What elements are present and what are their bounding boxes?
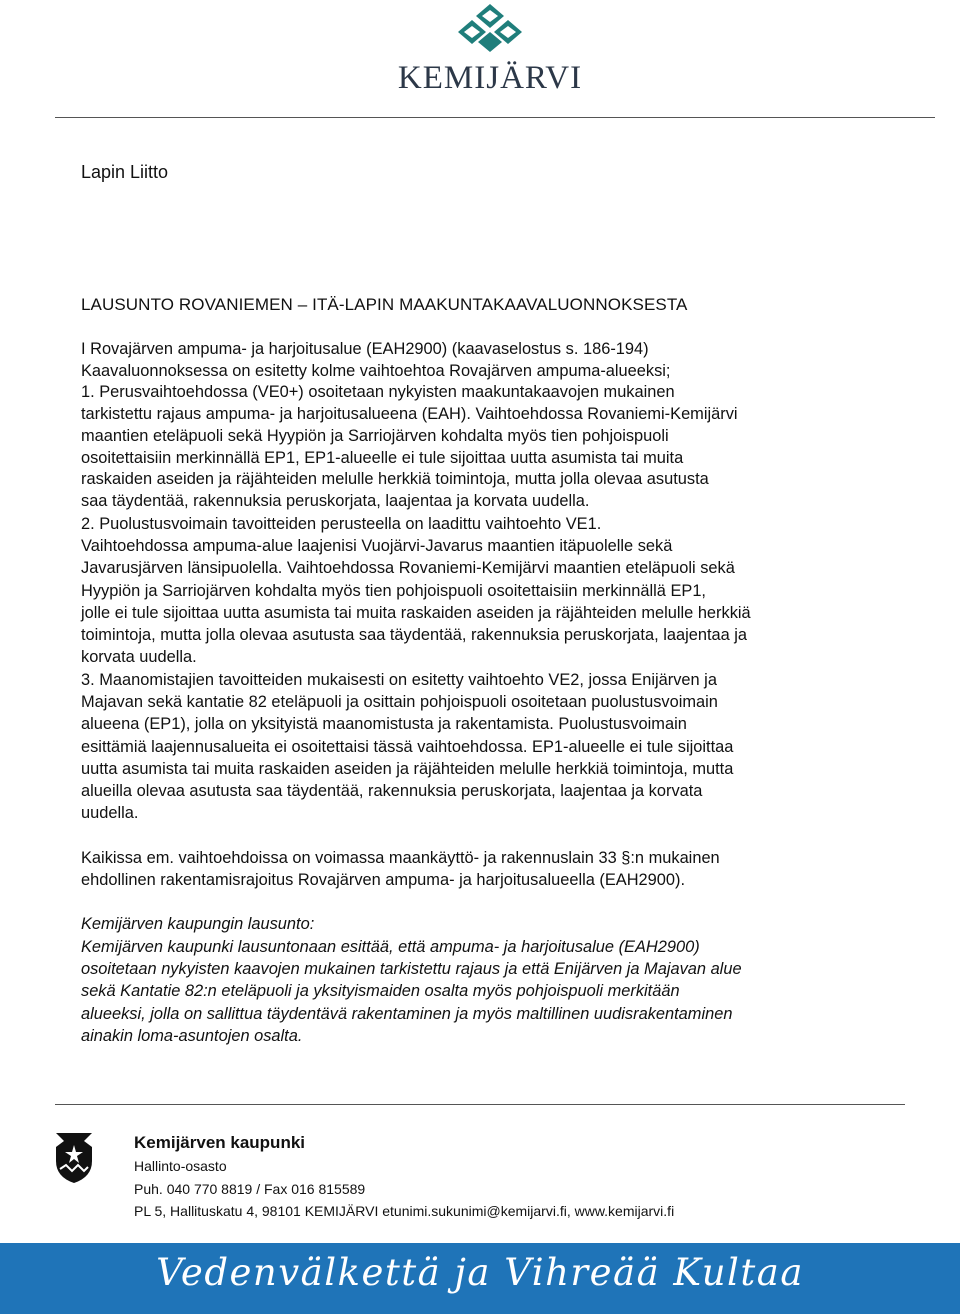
- section-1: [81, 339, 881, 513]
- statement-title: Kemijärven kaupungin lausunto:: [81, 915, 315, 934]
- paragraph-line: alueilla olevaa asutusta saa täydentää, rakennuksia peruskorjata, laajentaa ja korvata: [81, 782, 703, 801]
- paragraph-line: korvata uudella.: [81, 648, 197, 667]
- footer-org-name: Kemijärven kaupunki: [134, 1133, 306, 1152]
- slogan-band: [0, 1243, 960, 1314]
- paragraph-gap: [81, 891, 881, 913]
- summary-line: ehdollinen rakentamisrajoitus Rovajärven ampuma- ja harjoitusalueella (EAH2900).: [81, 871, 686, 890]
- statement-line: alueeksi, jolla on sallittua täydentävä rakentaminen ja myös maltillinen uudisrakentaminen: [81, 1004, 733, 1023]
- logo-diamonds-icon: [440, 2, 540, 58]
- header-divider: [55, 117, 935, 118]
- paragraph-line: osoitettaisiin merkinnällä EP1, EP1-alueelle ei tule sijoittaa uutta asumista tai muita: [81, 448, 684, 467]
- document-body: [81, 339, 881, 1047]
- paragraph-line: saa täydentää, rakennuksia peruskorjata, laajentaa ja korvata uudella.: [81, 491, 590, 510]
- statement-line: sekä Kantatie 82:n eteläpuoli ja yksityismaiden osalta myös pohjoispuoli merkitään: [81, 982, 680, 1001]
- paragraph-line: 2. Puolustusvoimain tavoitteiden perusteella on laadittu vaihtoehto VE1.: [81, 514, 602, 533]
- recipient: Lapin Liitto: [81, 162, 169, 182]
- statement-line: osoitetaan nykyisten kaavojen mukainen tarkistettu rajaus ja että Enijärven ja Majavan alue: [81, 959, 742, 978]
- paragraph-line: alueena (EP1), jolla on yksityistä maanomistusta ja rakentamista. Puolustusvoimain: [81, 715, 687, 734]
- paragraph-gap: [81, 825, 881, 847]
- paragraph-line: jolle ei tule sijoittaa uutta asumista tai muita raskaiden aseiden ja räjähteiden melulle herkkiä: [81, 603, 751, 622]
- kemijarvi-logo: [390, 2, 590, 98]
- document-heading: LAUSUNTO ROVANIEMEN – ITÄ-LAPIN MAAKUNTAKAAVALUONNOKSESTA: [81, 295, 688, 314]
- paragraph-line: tarkistettu rajaus ampuma- ja harjoitusalueena (EAH). Vaihtoehdossa Rovaniemi-Kemijärvi: [81, 405, 738, 424]
- statement-line: Kemijärven kaupunki lausuntonaan esittää, että ampuma- ja harjoitusalue (EAH2900): [81, 937, 700, 956]
- paragraph-line: 1. Perusvaihtoehdossa (VE0+) osoitetaan nykyisten maakuntakaavojen mukainen: [81, 383, 675, 402]
- paragraph-line: Vaihtoehdossa ampuma-alue laajenisi Vuojärvi-Javarus maantien itäpuolelle sekä: [81, 536, 673, 555]
- section-1-title: I Rovajärven ampuma- ja harjoitusalue (EAH2900) (kaavaselostus s. 186-194): [81, 340, 649, 358]
- paragraph-line: Hyypiön ja Sarriojärven kohdalta myös tien pohjoispuoli osoitettaisiin merkinnällä EP1,: [81, 581, 706, 600]
- paragraph-line: raskaiden aseiden ja räjähteiden melulle herkkiä toimintoja, mutta jolla olevaa asutusta: [81, 470, 709, 489]
- paragraph-line: uudella.: [81, 804, 139, 823]
- coat-of-arms-icon: [54, 1131, 94, 1190]
- summary-line: Kaikissa em. vaihtoehdoissa on voimassa maankäyttö- ja rakennuslain 33 §:n mukainen: [81, 848, 720, 867]
- logo-text: KEMIJÄRVI: [397, 60, 583, 96]
- footer-department: Hallinto-osasto: [134, 1158, 227, 1174]
- statement-line: ainakin loma-asuntojen osalta.: [81, 1026, 303, 1045]
- footer-address: PL 5, Hallituskatu 4, 98101 KEMIJÄRVI etunimi.sukunimi@kemijarvi.fi, www.kemijarvi.fi: [134, 1203, 675, 1219]
- paragraph-line: Majavan sekä kantatie 82 eteläpuoli ja osittain pohjoispuoli osoitetaan puolustusvoimain: [81, 693, 718, 711]
- city-statement: [81, 913, 881, 1047]
- paragraph-line: uutta asumista tai muita raskaiden aseiden ja räjähteiden melulle herkkiä toimintoja, mutta: [81, 759, 734, 778]
- footer-contact: [134, 1131, 674, 1223]
- footer-phone: Puh. 040 770 8819 / Fax 016 815589: [134, 1180, 366, 1197]
- paragraph-line: esittämiä laajennusalueita ei osoitettaisi tässä vaihtoehdossa. EP1-alueelle ei tule sijoittaa: [81, 737, 734, 756]
- slogan: Vedenvälkettä ja Vihreää Kultaa: [156, 1251, 804, 1294]
- paragraph-line: Javarusjärven länsipuolella. Vaihtoehdossa Rovaniemi-Kemijärvi maantien eteläpuoli sekä: [81, 559, 735, 578]
- paragraph-line: maantien eteläpuoli sekä Hyypiön ja Sarriojärven kohdalta myös tien pohjoispuoli: [81, 426, 669, 445]
- section-2: [81, 513, 881, 914]
- paragraph-line: 3. Maanomistajien tavoitteiden mukaisesti on esitetty vaihtoehto VE2, jossa Enijärven ja: [81, 670, 717, 689]
- footer-divider: [55, 1104, 905, 1105]
- paragraph-line: toimintoja, mutta jolla olevaa asutusta saa täydentää, rakennuksia peruskorjata, laajentaa ja: [81, 626, 748, 645]
- paragraph-line: Kaavaluonnoksessa on esitetty kolme vaihtoehtoa Rovajärven ampuma-alueeksi;: [81, 361, 671, 380]
